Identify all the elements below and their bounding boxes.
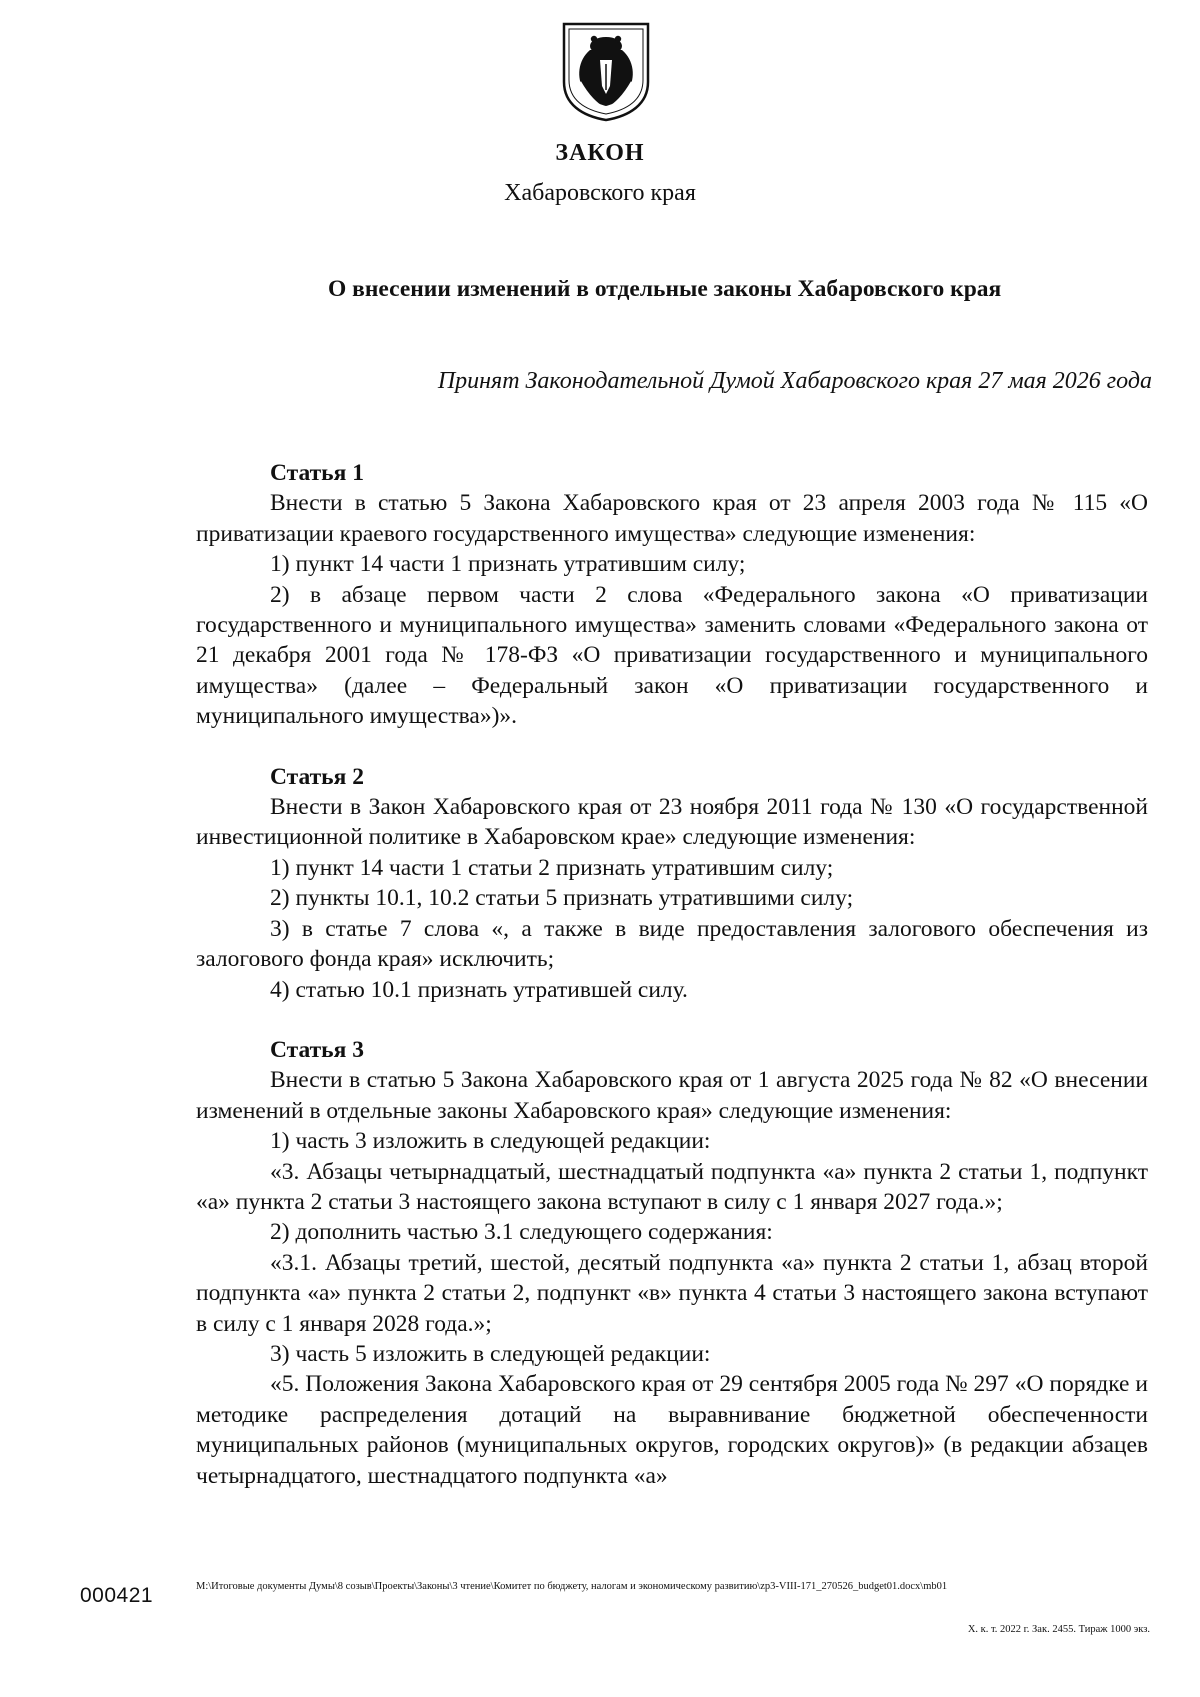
article-paragraph: Внести в статью 5 Закона Хабаровского края от 1 августа 2025 года № 82 «О внесении изменений в отдельные законы Хабаровского края» следующие изменения: <box>196 1067 1148 1124</box>
article-paragraph: 4) статью 10.1 признать утратившей силу. <box>270 976 688 1003</box>
article-paragraph: Внести в Закон Хабаровского края от 23 ноября 2011 года № 130 «О государственной инвестиционной политике в Хабаровском крае» следующие изменения: <box>196 794 1148 851</box>
document-heading: О внесении изменений в отдельные законы Хабаровского края <box>328 276 1002 302</box>
file-path: M:\Итоговые документы Думы\8 созыв\Проекты\Законы\3 чтение\Комитет по бюджету, налогам и экономическому развитию\zp3-VIII-171_270526_budget01.docx\mb01 <box>196 1581 948 1592</box>
law-region: Хабаровского края <box>504 180 696 206</box>
article-title: Статья 2 <box>270 763 364 790</box>
article-paragraph: 3) часть 5 изложить в следующей редакции: <box>270 1340 711 1367</box>
section-gap <box>196 732 1148 762</box>
article-1 <box>196 458 1148 732</box>
article-2 <box>196 762 1148 1005</box>
document-number: 000421 <box>80 1584 154 1607</box>
article-paragraph: «3.1. Абзацы третий, шестой, десятый подпункта «а» пункта 2 статьи 1, абзац второй подпункта «а» пункта 2 статьи 2, подпункт «в» пункта 4 статьи 3 настоящего закона вступают в силу с 1 января 2028 года.»; <box>196 1249 1148 1337</box>
article-paragraph: «5. Положения Закона Хабаровского края от 29 сентября 2005 года № 297 «О порядке и методике распределения дотаций на выравнивание бюджетной обеспеченности муниципальных районов (муниципальных округов, городских округов)» (в редакции абзацев четырнадцатого, шестнадцатого подпункта «а» <box>196 1371 1148 1489</box>
document-body <box>196 458 1148 1491</box>
article-paragraph: 1) часть 3 изложить в следующей редакции: <box>270 1128 711 1155</box>
article-paragraph: Внести в статью 5 Закона Хабаровского края от 23 апреля 2003 года № 115 «О приватизации краевого государственного имущества» следующие изменения: <box>196 490 1148 547</box>
article-paragraph: 1) пункт 14 части 1 признать утратившим силу; <box>270 551 746 578</box>
print-info: Х. к. т. 2022 г. Зак. 2455. Тираж 1000 экз. <box>967 1624 1150 1635</box>
article-title: Статья 3 <box>270 1036 364 1063</box>
article-paragraph: 2) в абзаце первом части 2 слова «Федерального закона «О приватизации государственного и муниципального имущества» заменить словами «Федерального закона от 21 декабря 2001 года № 178-ФЗ «О приватизации государственного и муниципального имущества» (далее – Федеральный закон «О приватизации государственного и муниципального имущества»)». <box>196 581 1148 730</box>
article-paragraph: 2) дополнить частью 3.1 следующего содержания: <box>270 1219 773 1246</box>
adoption-line: Принят Законодательной Думой Хабаровского края 27 мая 2026 года <box>437 368 1152 394</box>
article-3 <box>196 1035 1148 1491</box>
article-paragraph: 3) в статье 7 слова «, а также в виде предоставления залогового обеспечения из залогового фонда края» исключить; <box>196 915 1148 973</box>
article-paragraph: «3. Абзацы четырнадцатый, шестнадцатый подпункта «а» пункта 2 статьи 1, подпункт «а» пункта 2 статьи 3 настоящего закона вступают в силу с 1 января 2027 года.»; <box>196 1158 1148 1215</box>
article-paragraph: 2) пункты 10.1, 10.2 статьи 5 признать утратившими силу; <box>270 885 854 912</box>
article-paragraph: 1) пункт 14 части 1 статьи 2 признать утратившим силу; <box>270 854 834 881</box>
law-title: ЗАКОН <box>555 140 645 166</box>
article-title: Статья 1 <box>270 460 364 486</box>
khabarovsk-coat-of-arms-icon <box>560 20 652 122</box>
section-gap <box>196 1005 1148 1035</box>
